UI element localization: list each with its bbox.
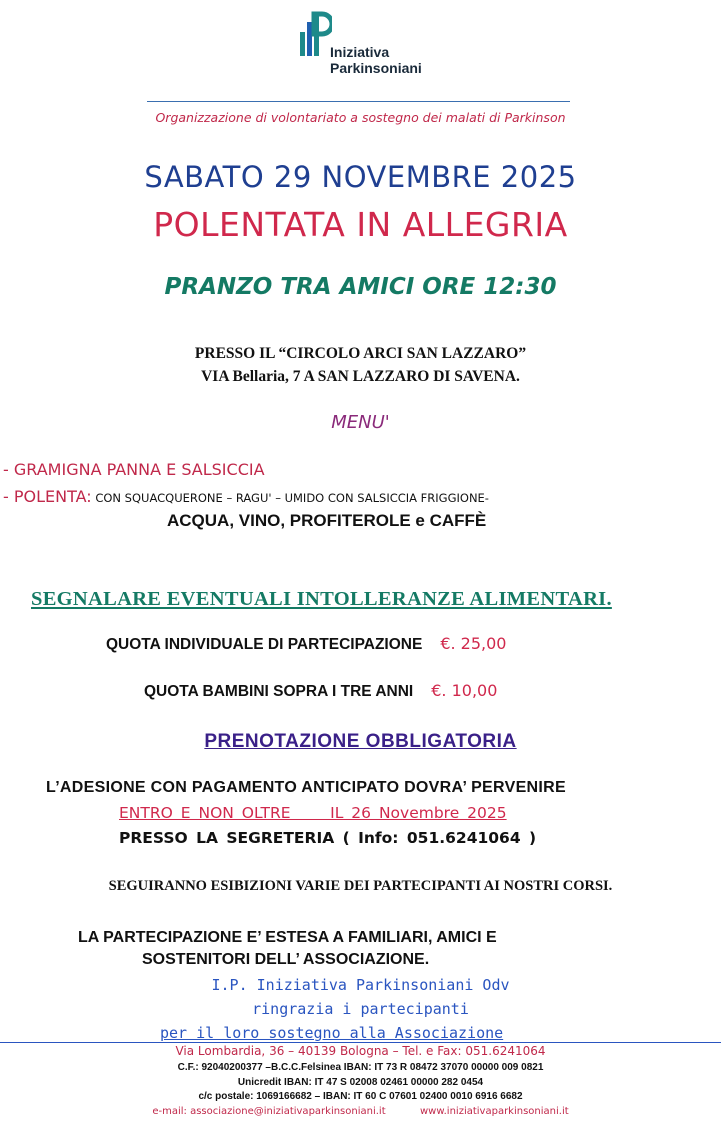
individual-fee: [106, 634, 506, 654]
thanks-line1: I.P. Iniziativa Parkinsoniani Odv: [211, 976, 510, 994]
children-fee-price: €. 10,00: [431, 681, 498, 700]
booking-title: PRENOTAZIONE OBBLIGATORIA: [204, 731, 517, 752]
logo-mark-icon: [298, 10, 332, 70]
venue-name: PRESSO IL “CIRCOLO ARCI SAN LAZZARO”: [194, 345, 527, 362]
intolerance-notice: SEGNALARE EVENTUALI INTOLLERANZE ALIMENTARI.: [31, 588, 612, 610]
footer-contacts: [0, 1106, 721, 1117]
booking-payment-note: L’ADESIONE CON PAGAMENTO ANTICIPATO DOVRA’ PERVENIRE: [46, 779, 566, 796]
thanks-line3: per il loro sostegno alla Associazione: [160, 1024, 504, 1042]
footer-divider: [0, 1042, 721, 1043]
booking-contact: PRESSO LA SEGRETERIA ( Info: 051.6241064 ): [119, 829, 537, 847]
footer-address: Via Lombardia, 36 – 40139 Bologna – Tel. e Fax: 051.6241064: [175, 1044, 546, 1058]
individual-fee-label: QUOTA INDIVIDUALE DI PARTECIPAZIONE: [106, 636, 423, 653]
children-fee: [144, 681, 497, 701]
menu-item-polenta: [3, 487, 489, 506]
lunch-time: PRANZO TRA AMICI ORE 12:30: [164, 274, 557, 300]
footer-email[interactable]: e-mail: associazione@iniziativaparkinsoniani.it: [152, 1106, 386, 1117]
event-title: POLENTATA IN ALLEGRIA: [153, 205, 568, 244]
event-date: SABATO 29 NOVEMBRE 2025: [144, 160, 577, 194]
participation-note-line2: SOSTENITORI DELL’ ASSOCIAZIONE.: [142, 951, 430, 968]
participation-note-line1: LA PARTECIPAZIONE E’ ESTESA A FAMILIARI, AMICI E: [78, 929, 497, 946]
children-fee-label: QUOTA BAMBINI SOPRA I TRE ANNI: [144, 683, 414, 700]
booking-deadline: ENTRO E NON OLTRE IL 26 Novembre 2025: [119, 804, 507, 822]
menu-item-drinks: ACQUA, VINO, PROFITEROLE e CAFFÈ: [167, 511, 487, 530]
footer-postal-account: c/c postale: 1069166682 – IBAN: IT 60 C 07601 02400 0010 6916 6682: [198, 1091, 523, 1102]
logo-line2: Parkinsoniani: [330, 60, 422, 76]
footer-website[interactable]: www.iniziativaparkinsoniani.it: [420, 1106, 569, 1117]
menu-item-polenta-details: CON SQUACQUERONE – RAGU' – UMIDO CON SALSICCIA FRIGGIONE-: [91, 491, 489, 505]
menu-item-polenta-label: - POLENTA:: [3, 487, 92, 506]
logo: [298, 8, 458, 78]
header-divider: [147, 101, 570, 102]
thanks-line2: ringrazia i partecipanti: [252, 1000, 469, 1018]
footer-unicredit-iban: Unicredit IBAN: IT 47 S 02008 02461 00000 282 0454: [237, 1077, 484, 1088]
organization-tagline: Organizzazione di volontariato a sostegno dei malati di Parkinson: [155, 110, 566, 125]
menu-item-gramigna: - GRAMIGNA PANNA E SALSICCIA: [3, 460, 265, 479]
exhibitions-note: SEGUIRANNO ESIBIZIONI VARIE DEI PARTECIPANTI AI NOSTRI CORSI.: [108, 878, 613, 894]
individual-fee-price: €. 25,00: [440, 634, 507, 653]
logo-line1: Iniziativa: [330, 44, 390, 60]
menu-title: MENU': [331, 412, 390, 433]
footer-tax-code: C.F.: 92040200377 –B.C.C.Felsinea IBAN: IT 73 R 08472 37070 00000 009 0821: [177, 1062, 544, 1073]
venue-address: VIA Bellaria, 7 A SAN LAZZARO DI SAVENA.: [201, 368, 520, 385]
